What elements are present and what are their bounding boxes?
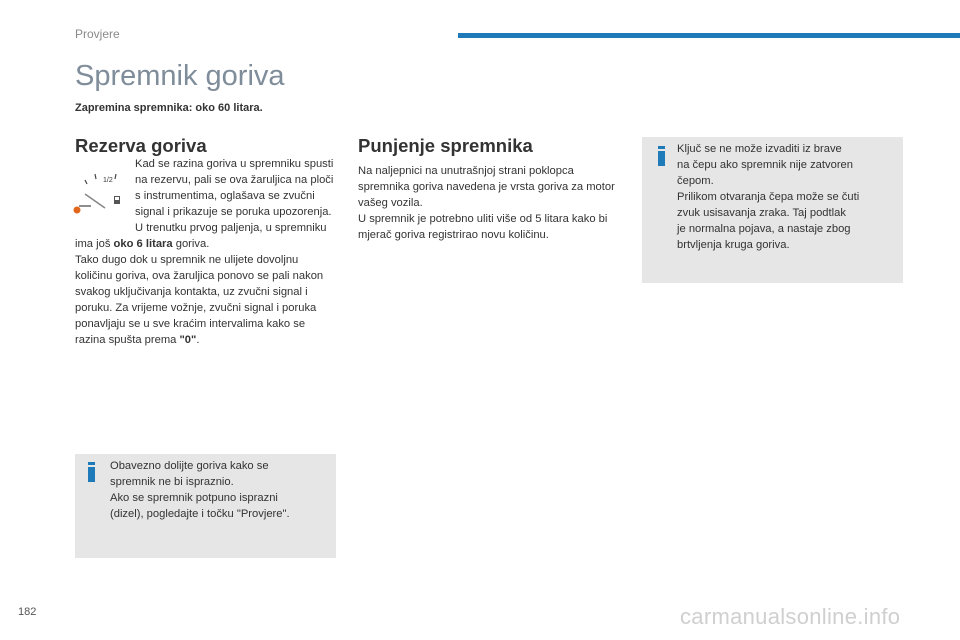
info-text-refuel: Obavezno dolijte goriva kako se spremnik ne bi ispraznio. Ako se spremnik potpuno isprazni (dizel), pogledajte i točku "Provjere". <box>110 460 290 520</box>
info-box-refuel <box>75 454 336 558</box>
warning-lamp-icon <box>74 207 81 214</box>
section-accent-bar <box>458 33 960 38</box>
refuel-heading: Punjenje spremnika <box>358 135 533 156</box>
refuel-section <box>358 163 620 243</box>
fuel-gauge-icon <box>71 166 131 222</box>
refuel-paragraph-2: U spremnik je potrebno uliti više od 5 litara kako bi mjerač goriva registrirao novu količinu. <box>358 213 608 241</box>
page-title: Spremnik goriva <box>75 60 285 92</box>
info-icon <box>88 462 95 482</box>
reserve-heading: Rezerva goriva <box>75 135 207 156</box>
reserve-section: 1/2 Kad se razina goriva u spremniku spusti na rezervu, pali se ova žaruljica na ploči s instrumentima, oglašava se zvučni signal i prikazuje se poruka upozorenja. U trenutku prvog paljenja, u spremniku ima još oko 6 litara goriva. Tako dugo dok u spremnik ne ulijete dovoljnu količinu goriva, ova žaruljica ponovo se pali nakon svakog uključivanja kontakta, uz zvučni signal i poruku. Za vrijeme vožnje, zvučni signal i poruka ponavljaju se u sve kraćim intervalima kako se razina spušta prema "0". <box>75 156 335 348</box>
refuel-paragraph-1: Na naljepnici na unutrašnjoj strani poklopca spremnika goriva navedena je vrsta goriva za motor vašeg vozila. <box>358 165 615 209</box>
watermark: carmanualsonline.info <box>680 604 901 629</box>
info-text-cap: Ključ se ne može izvaditi iz brave na čepu ako spremnik nije zatvoren čepom. Prilikom otvaranja čepa može se čuti zvuk usisavanja zraka. Taj podtlak je normalna pojava, a nastaje zbog brtvljenja kruga goriva. <box>677 143 860 251</box>
info-box-cap <box>642 137 903 283</box>
page-number: 182 <box>18 606 37 618</box>
section-label: Provjere <box>75 27 120 41</box>
tank-capacity: Zapremina spremnika: oko 60 litara. <box>75 102 263 114</box>
info-icon <box>658 146 665 166</box>
gauge-half-label: 1/2 <box>103 177 113 184</box>
